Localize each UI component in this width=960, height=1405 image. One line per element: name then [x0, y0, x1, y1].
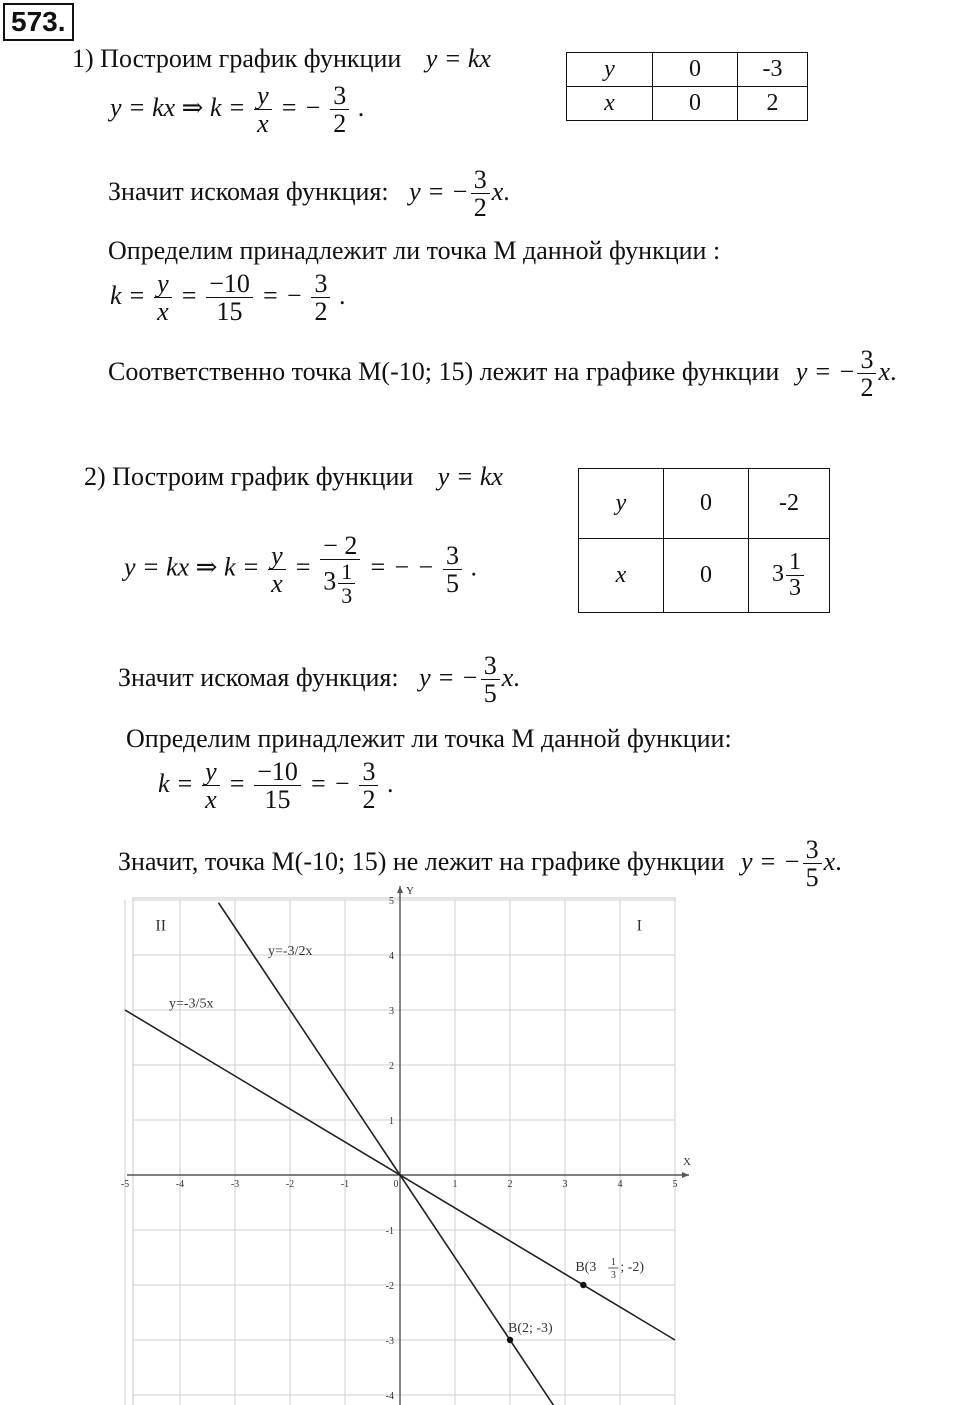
series-label: y=-3/5x	[169, 996, 214, 1012]
table-cell: x	[579, 539, 664, 613]
x-tick-label: -1	[340, 1179, 350, 1190]
part2-value-table	[578, 468, 830, 613]
part2-check-text: Определим принадлежит ли точка М данной функции:	[126, 724, 732, 753]
x-tick-label: 3	[562, 1179, 568, 1190]
part1-heading-formula: y = kx	[425, 44, 491, 73]
part2-heading	[84, 462, 503, 492]
fraction: $\frac{3}{5}$	[443, 542, 462, 598]
part1-check-formula: k = $\frac{y}{x}$ = $\frac{-10}{15}$ = − $\frac{3}{2}$ .	[110, 269, 346, 327]
part2-conclusion-text: Значит, точка М(-10; 15) не лежит на графике функции	[118, 846, 725, 876]
x-tick-label: -5	[120, 1179, 130, 1190]
part2-function-formula: y = − $\frac{3}{5}$ x.	[419, 651, 520, 709]
fraction: $\frac{y}{x}$	[202, 758, 220, 814]
x-tick-label: 4	[617, 1179, 623, 1190]
plot-frame	[133, 898, 675, 1405]
y-tick-label: -1	[385, 1226, 394, 1237]
fraction: $\frac{-10}{15}$	[254, 758, 301, 814]
formula-text: k =	[209, 92, 246, 122]
fraction: $\frac{-10}{15}$	[206, 270, 253, 326]
part2-heading-text: Построим график функции	[112, 462, 414, 491]
y-tick-label: 4	[389, 951, 394, 962]
part1-function-line	[108, 166, 510, 222]
y-tick-label: 2	[389, 1061, 394, 1072]
formula-text: y = kx	[110, 92, 176, 122]
formula-text: = −	[280, 92, 322, 122]
point-label: B(2; -3)	[508, 1321, 553, 1336]
x-tick-label: 0	[393, 1179, 399, 1190]
table-cell: 0	[664, 539, 749, 613]
part2-number: 2)	[84, 462, 106, 491]
x-tick-label: 5	[672, 1179, 678, 1190]
point-marker	[580, 1282, 586, 1288]
part2-conclusion	[118, 836, 842, 892]
part2-conclusion-formula: y = − $\frac{3}{5}$ x.	[741, 835, 842, 893]
table-cell: 2	[738, 87, 808, 121]
y-axis-label: Y	[406, 885, 414, 897]
part1-k-formula: y = kx ⇒ k = $\frac{y}{x}$ = − $\frac{3}{2}$ .	[110, 81, 365, 139]
part1-heading	[72, 44, 491, 74]
x-tick-label: 1	[452, 1179, 458, 1190]
x-axis-label: X	[683, 1156, 691, 1168]
x-tick-label: -4	[175, 1179, 185, 1190]
fraction: $\frac{3}{2}$	[330, 82, 349, 138]
x-tick-label: 2	[507, 1179, 513, 1190]
part1-function-formula: y = − $\frac{3}{2}$ x.	[409, 165, 510, 223]
part2-function-line	[118, 652, 520, 708]
y-tick-label: -4	[385, 1391, 394, 1402]
y-tick-label: 1	[389, 1116, 394, 1127]
y-tick-label: -3	[385, 1336, 394, 1347]
function-graph	[110, 885, 710, 1402]
fraction: $\frac{y}{x}$	[254, 82, 272, 138]
point-label-frac-num: 1	[610, 1257, 616, 1268]
fraction: $\frac{3}{2}$	[311, 270, 330, 326]
fraction: $\frac{3}{2}$	[359, 758, 378, 814]
table-cell: y	[579, 469, 664, 539]
table-cell: -3	[738, 53, 808, 87]
x-tick-label: -2	[285, 1179, 295, 1190]
part1-number: 1)	[72, 44, 94, 73]
formula-arrow: ⇒	[181, 92, 204, 122]
table-cell: 0	[653, 53, 738, 87]
table-cell: 0	[664, 469, 749, 539]
part2-k-formula: y = kx ⇒ k = $\frac{y}{x}$ = − 2 3 $\frac{1}{3}$ = − − $\frac{3}{5}$ .	[124, 531, 477, 609]
part1-value-table	[566, 52, 808, 121]
table-cell-mixed-number: 3 $\frac{1}{3}$	[749, 539, 830, 613]
point-label: ; -2)	[620, 1260, 645, 1275]
series-label: y=-3/2x	[268, 944, 313, 959]
part1-conclusion-formula: y = − $\frac{3}{2}$ x.	[795, 345, 897, 403]
table-cell: -2	[749, 469, 830, 539]
fraction: $\frac{y}{x}$	[154, 270, 172, 326]
y-tick-label: -2	[385, 1281, 394, 1292]
point-label-frac-den: 3	[610, 1270, 616, 1281]
point-label: B(3	[575, 1260, 597, 1275]
fraction: $\frac{y}{x}$	[268, 542, 286, 598]
part1-heading-text: Построим график функции	[100, 44, 402, 73]
part1-check-text: Определим принадлежит ли точка М данной функции :	[108, 236, 721, 265]
problem-number: 573.	[3, 3, 74, 41]
y-tick-label: 3	[389, 1006, 394, 1017]
y-tick-label: 5	[389, 896, 394, 907]
x-axis-arrow	[682, 1172, 689, 1178]
part1-conclusion	[108, 346, 897, 402]
point-marker	[507, 1337, 513, 1343]
part1-conclusion-text: Соответственно точка М(-10; 15) лежит на графике функции	[108, 356, 780, 386]
table-cell: 0	[653, 87, 738, 121]
part2-function-text: Значит искомая функция:	[118, 662, 399, 692]
part1-function-text: Значит искомая функция:	[108, 176, 389, 206]
quadrant-label-i: I	[636, 917, 642, 935]
table-cell: y	[567, 53, 653, 87]
fraction: − 2 3 $\frac{1}{3}$	[320, 532, 360, 607]
x-tick-label: -3	[230, 1179, 240, 1190]
table-cell: x	[567, 87, 653, 121]
part2-heading-formula: y = kx	[437, 462, 503, 491]
quadrant-label-ii: II	[155, 917, 167, 935]
part2-check-formula: k = $\frac{y}{x}$ = $\frac{-10}{15}$ = − $\frac{3}{2}$ .	[158, 757, 394, 815]
